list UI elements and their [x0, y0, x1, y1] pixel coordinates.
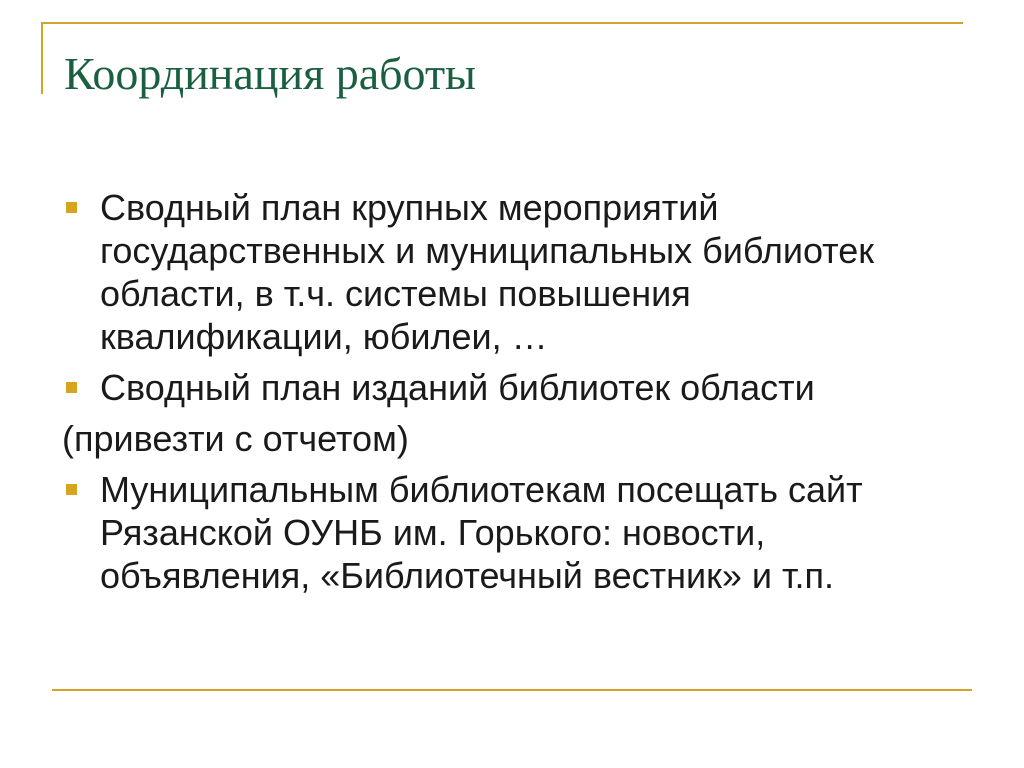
note-line [62, 417, 962, 460]
slide-content [62, 186, 962, 605]
bullet-item-events-plan [62, 186, 900, 358]
frame-left-line [41, 22, 43, 94]
square-bullet-icon [66, 484, 77, 495]
square-bullet-icon [66, 202, 77, 213]
bullet-text: Сводный план изданий библиотек области [100, 367, 815, 408]
square-bullet-icon [66, 382, 77, 393]
bullet-text: Сводный план крупных мероприятий государственных и муниципальных библиотек области, в т.ч. системы повышения квалификации, юбилеи, … [100, 187, 875, 357]
frame-top-line [41, 22, 963, 24]
slide-title: Координация работы [64, 48, 476, 99]
bullet-item-website [62, 468, 930, 597]
note-text: (привезти с отчетом) [62, 418, 409, 459]
bullet-text: Муниципальным библиотекам посещать сайт Рязанской ОУНБ им. Горького: новости, объявления, «Библиотечный вестник» и т.п. [100, 469, 863, 596]
bullet-item-publications-plan [62, 366, 962, 409]
frame-bottom-line [52, 689, 972, 691]
